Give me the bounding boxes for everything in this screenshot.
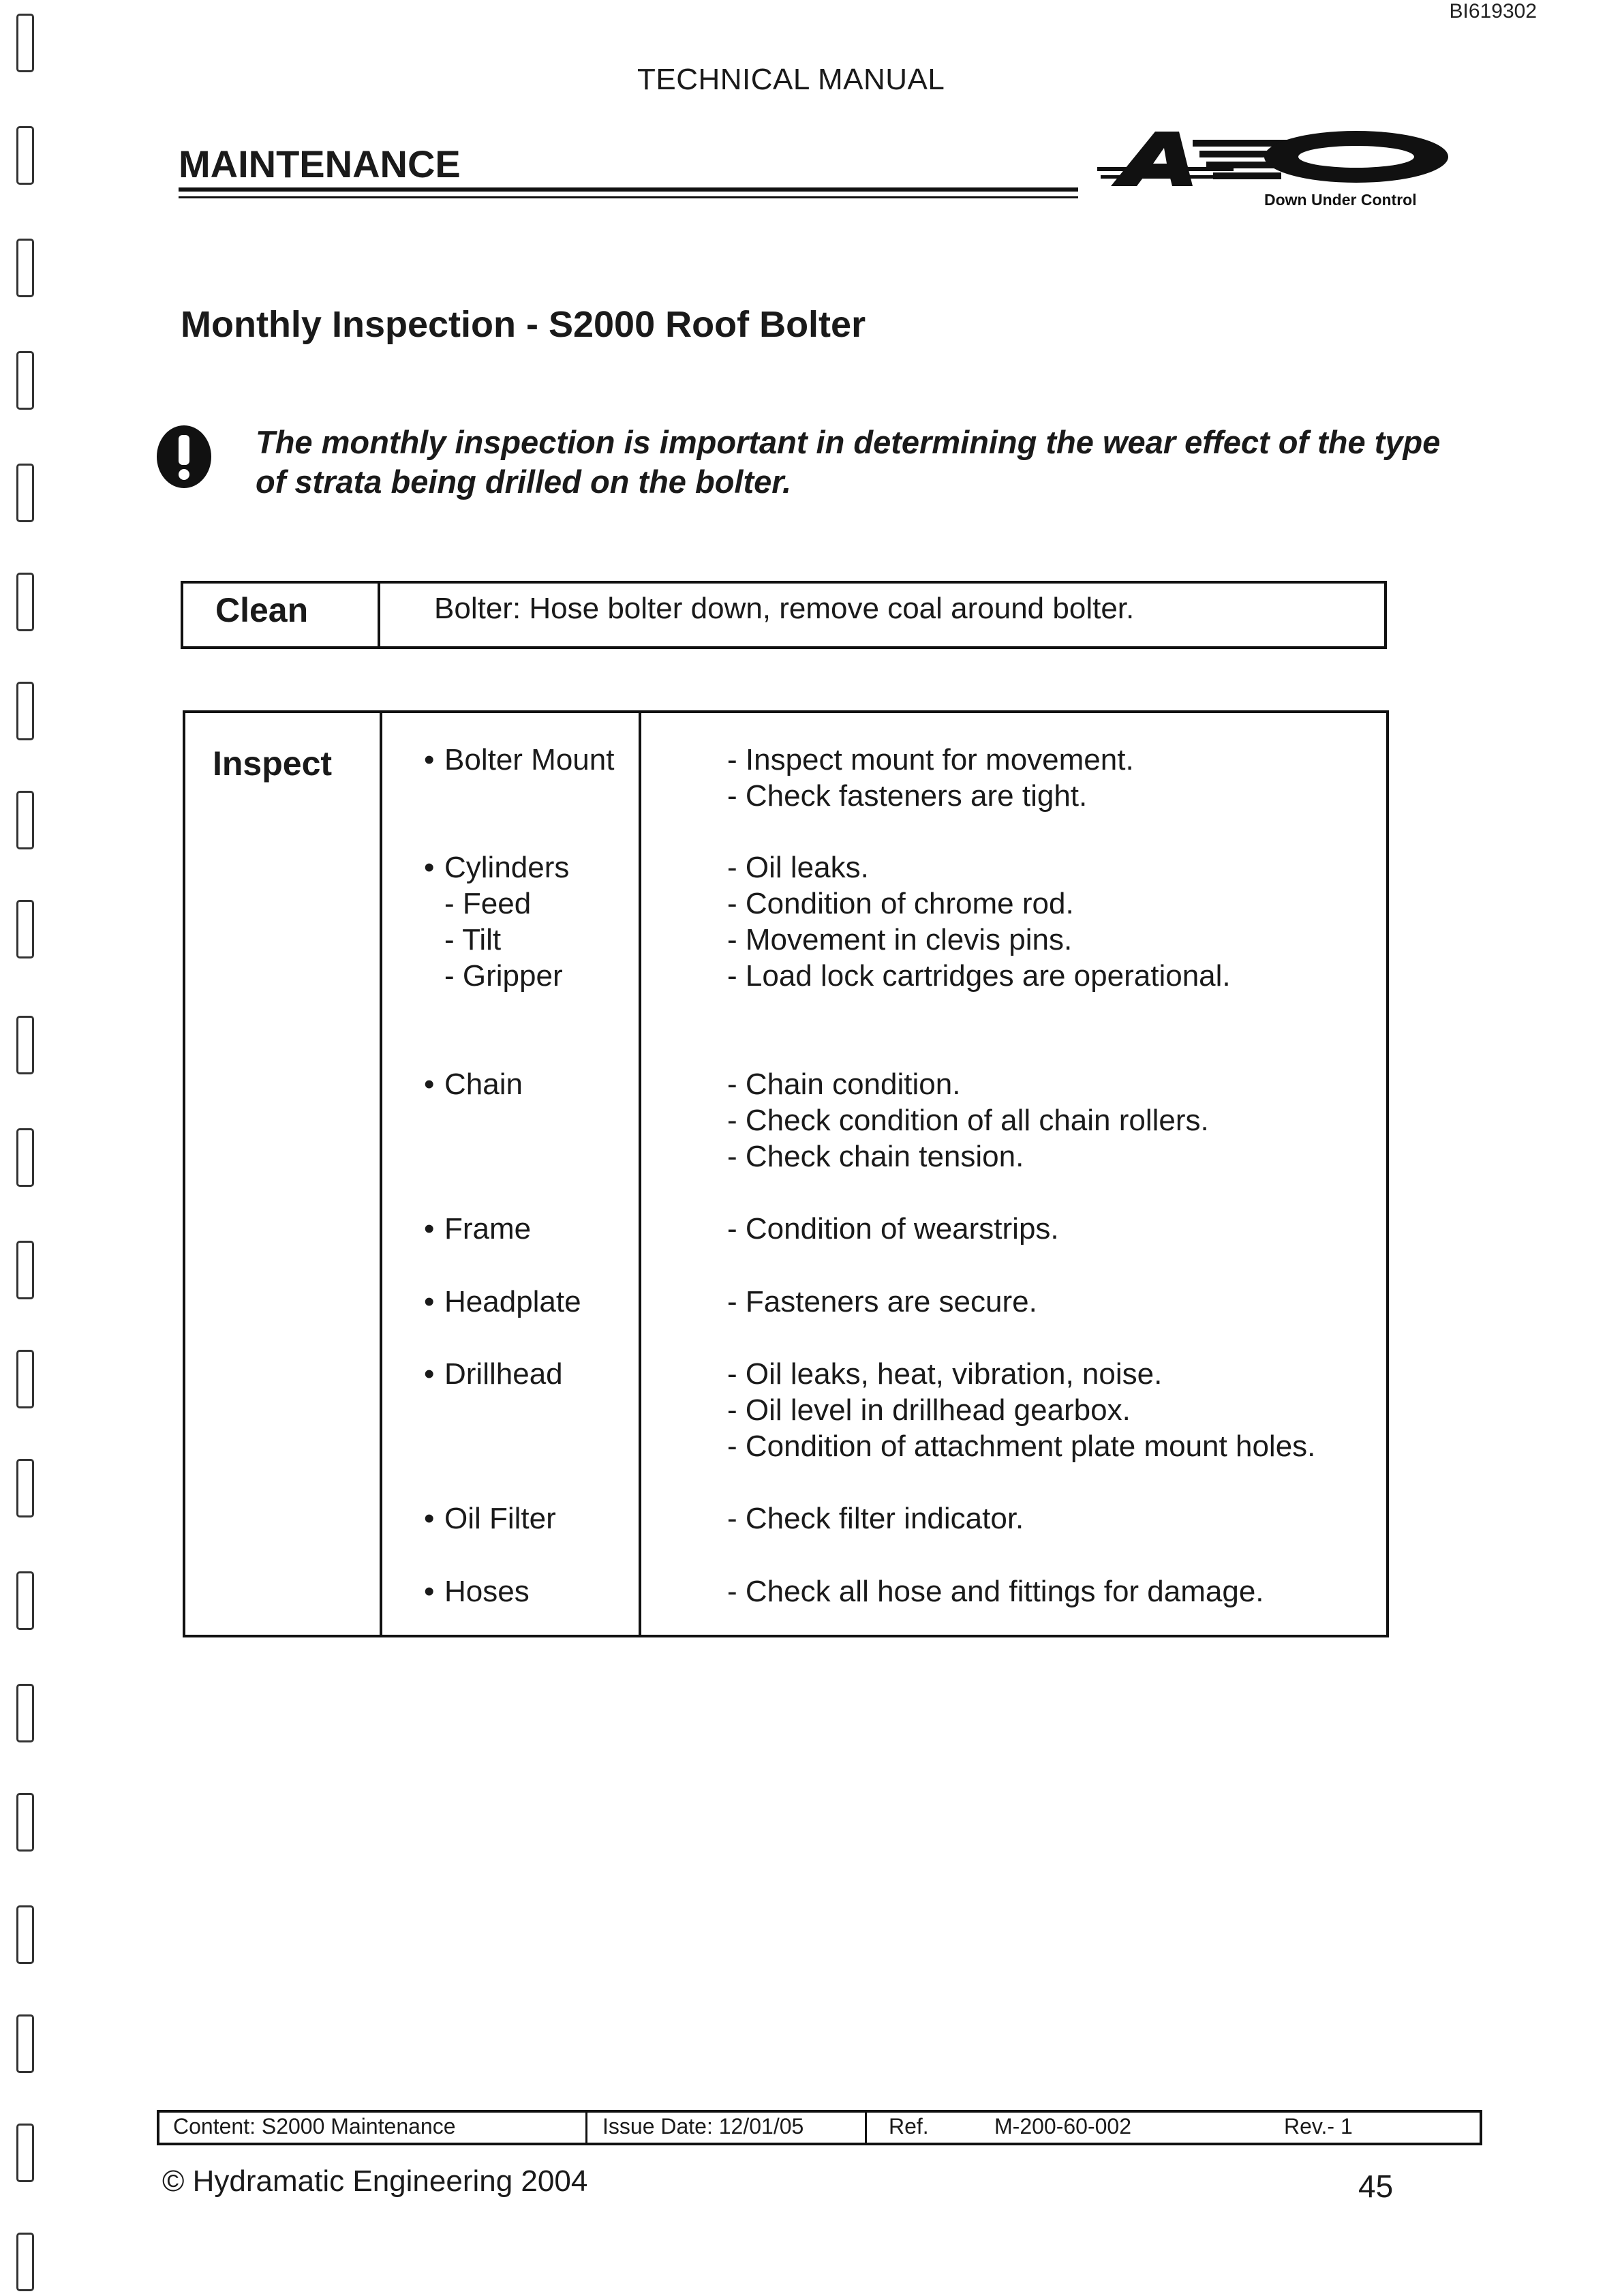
inspect-subitem: - Tilt (444, 923, 502, 956)
binder-hole (16, 573, 34, 631)
document-id: BI619302 (1449, 0, 1537, 22)
description-line: - Check filter indicator. (727, 1502, 1024, 1535)
clean-table (181, 581, 1387, 649)
footer-content: Content: S2000 Maintenance (173, 2114, 456, 2139)
binder-hole (16, 2014, 34, 2073)
binder-hole (16, 2233, 34, 2291)
bullet-icon: • (424, 1357, 435, 1391)
bullet-icon: • (424, 743, 435, 776)
binder-hole (16, 900, 34, 958)
inspect-description (727, 1356, 1315, 1464)
manual-title: TECHNICAL MANUAL (637, 63, 945, 96)
inspect-description (727, 1500, 1024, 1537)
inspect-item-label: Hoses (444, 1575, 530, 1608)
inspect-description (727, 1066, 1209, 1175)
table-divider (585, 2113, 587, 2143)
inspect-subitem: - Gripper (444, 959, 563, 993)
exclamation-icon (153, 423, 215, 491)
inspect-table (183, 710, 1389, 1637)
description-line: - Fasteners are secure. (727, 1285, 1037, 1318)
clean-text: Bolter: Hose bolter down, remove coal around bolter. (434, 592, 1135, 625)
bullet-icon: • (424, 851, 435, 884)
binder-hole (16, 239, 34, 297)
inspect-item (424, 742, 614, 778)
table-divider (865, 2113, 867, 2143)
inspect-item (424, 1066, 523, 1102)
description-line: - Check all hose and fittings for damage. (727, 1575, 1264, 1608)
warning-text (256, 423, 1469, 502)
inspect-item (424, 1284, 581, 1320)
inspect-item (424, 1573, 530, 1610)
binder-hole (16, 791, 34, 849)
inspect-item (424, 849, 569, 994)
inspect-item-label: Chain (444, 1068, 523, 1101)
inspect-item-label: Cylinders (444, 851, 570, 884)
inspect-subitem: - Feed (444, 887, 532, 920)
inspect-description (727, 1284, 1037, 1320)
binder-hole (16, 1128, 34, 1187)
inspect-item-label: Frame (444, 1212, 532, 1245)
inspect-item-label: Drillhead (444, 1357, 563, 1391)
binder-hole (16, 126, 34, 185)
bullet-icon: • (424, 1068, 435, 1101)
binder-hole (16, 1016, 34, 1074)
inspect-description (727, 742, 1134, 814)
binder-hole (16, 1571, 34, 1630)
header-rule (179, 187, 1078, 192)
description-line: - Condition of wearstrips. (727, 1212, 1059, 1245)
copyright: © Hydramatic Engineering 2004 (162, 2164, 588, 2198)
description-line: - Chain condition. (727, 1068, 961, 1101)
inspect-label: Inspect (213, 744, 333, 783)
binder-hole (16, 464, 34, 522)
warning-line-2: of strata being drilled on the bolter. (256, 464, 792, 500)
description-line: - Check fasteners are tight. (727, 779, 1088, 813)
footer-info-box (157, 2110, 1482, 2145)
logo-tagline: Down Under Control (1264, 191, 1417, 209)
description-line: - Check condition of all chain rollers. (727, 1104, 1209, 1137)
header-rule-thin (179, 196, 1078, 198)
footer-ref-value: M-200-60-002 (994, 2114, 1131, 2139)
description-line: - Condition of chrome rod. (727, 887, 1074, 920)
bullet-icon: • (424, 1212, 435, 1245)
binder-hole (16, 1793, 34, 1852)
description-line: - Movement in clevis pins. (727, 923, 1073, 956)
footer-ref-label: Ref. (889, 2114, 929, 2139)
description-line: - Check chain tension. (727, 1140, 1024, 1173)
binder-hole (16, 1241, 34, 1299)
description-line: - Oil level in drillhead gearbox. (727, 1393, 1131, 1427)
page-heading: Monthly Inspection - S2000 Roof Bolter (181, 304, 866, 345)
description-line: - Inspect mount for movement. (727, 743, 1134, 776)
binder-hole (16, 14, 34, 72)
inspect-item (424, 1211, 531, 1247)
inspect-item-label: Oil Filter (444, 1502, 556, 1535)
page-number: 45 (1358, 2169, 1394, 2204)
binder-hole (16, 351, 34, 410)
footer-issue-date: Issue Date: 12/01/05 (602, 2114, 804, 2139)
binder-hole (16, 1905, 34, 1964)
clean-label: Clean (215, 591, 309, 629)
table-divider (639, 713, 641, 1635)
inspect-description (727, 1573, 1264, 1610)
binder-hole (16, 1459, 34, 1517)
table-divider (380, 713, 382, 1635)
inspect-item-label: Bolter Mount (444, 743, 615, 776)
bullet-icon: • (424, 1285, 435, 1318)
warning-line-1: The monthly inspection is important in determining the wear effect of the type (256, 424, 1441, 460)
description-line: - Oil leaks. (727, 851, 869, 884)
section-title: MAINTENANCE (179, 142, 461, 185)
table-divider (378, 584, 380, 646)
inspect-description (727, 849, 1231, 994)
inspect-item-label: Headplate (444, 1285, 581, 1318)
inspect-item (424, 1500, 556, 1537)
binder-hole (16, 2124, 34, 2182)
description-line: - Condition of attachment plate mount holes. (727, 1430, 1316, 1463)
bullet-icon: • (424, 1502, 435, 1535)
bullet-icon: • (424, 1575, 435, 1608)
binder-hole (16, 1684, 34, 1742)
description-line: - Load lock cartridges are operational. (727, 959, 1231, 993)
binder-hole (16, 1350, 34, 1408)
footer-revision: Rev.- 1 (1284, 2114, 1353, 2139)
inspect-description (727, 1211, 1059, 1247)
inspect-item (424, 1356, 563, 1392)
description-line: - Oil leaks, heat, vibration, noise. (727, 1357, 1163, 1391)
binder-hole (16, 682, 34, 740)
